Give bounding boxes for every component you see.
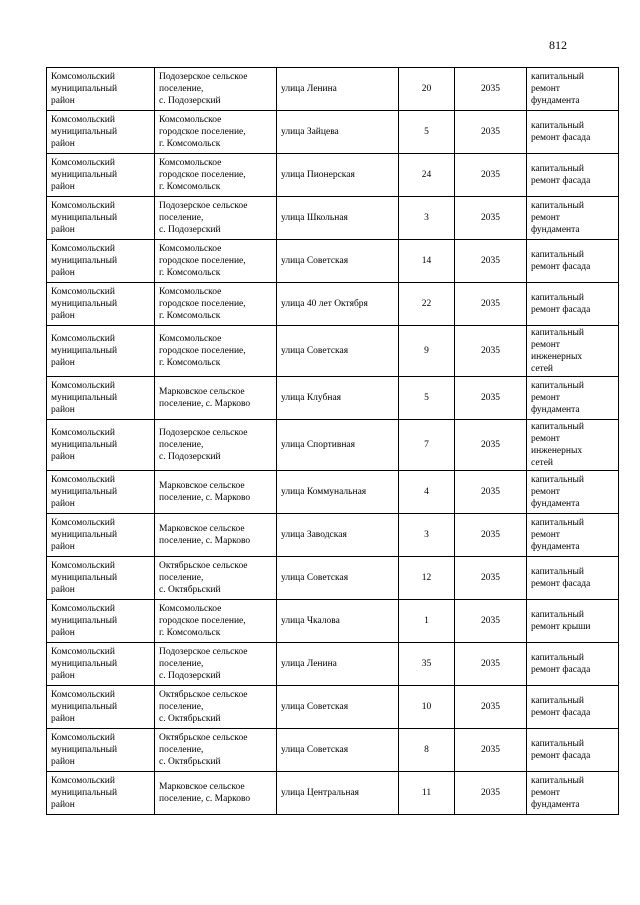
house-number-cell xyxy=(399,111,455,154)
settlement-cell xyxy=(155,471,277,514)
year-cell-text: 2035 xyxy=(481,659,500,669)
year-cell-text: 2035 xyxy=(481,788,500,798)
year-cell-text: 2035 xyxy=(481,745,500,755)
house-number-cell xyxy=(399,240,455,283)
settlement-cell-text: Комсомольское городское поселение, г. Комсомольск xyxy=(159,115,246,149)
work-type-cell-text: капитальный ремонт фасада xyxy=(531,653,591,675)
house-number-cell-text: 24 xyxy=(421,170,432,180)
settlement-cell-text: Комсомольское городское поселение, г. Комсомольск xyxy=(159,244,246,278)
house-number-cell xyxy=(399,420,455,471)
house-number-cell-text: 11 xyxy=(421,788,432,798)
street-cell xyxy=(277,154,399,197)
settlement-cell-text: Подозерское сельское поселение, с. Подозерский xyxy=(159,428,248,462)
district-cell xyxy=(47,557,155,600)
year-cell-text: 2035 xyxy=(481,256,500,266)
table-row xyxy=(47,729,619,772)
settlement-cell xyxy=(155,240,277,283)
street-cell-text: улица Советская xyxy=(281,573,349,583)
district-cell xyxy=(47,729,155,772)
street-cell-text: улица Зайцева xyxy=(281,127,339,137)
table-row xyxy=(47,111,619,154)
district-cell-text: Комсомольский муниципальный район xyxy=(51,334,118,368)
year-cell xyxy=(455,729,527,772)
district-cell-text: Комсомольский муниципальный район xyxy=(51,115,118,149)
district-cell-text: Комсомольский муниципальный район xyxy=(51,287,118,321)
street-cell-text: улица Советская xyxy=(281,256,349,266)
year-cell xyxy=(455,600,527,643)
table-row xyxy=(47,68,619,111)
street-cell xyxy=(277,772,399,815)
year-cell xyxy=(455,772,527,815)
year-cell xyxy=(455,240,527,283)
year-cell-text: 2035 xyxy=(481,346,500,356)
street-cell xyxy=(277,197,399,240)
house-number-cell xyxy=(399,197,455,240)
work-type-cell xyxy=(527,557,619,600)
table-row xyxy=(47,772,619,815)
street-cell xyxy=(277,68,399,111)
table-row xyxy=(47,154,619,197)
year-cell xyxy=(455,557,527,600)
house-number-cell-text: 14 xyxy=(421,256,432,266)
work-type-cell xyxy=(527,377,619,420)
street-cell-text: улица Ленина xyxy=(281,659,337,669)
house-number-cell xyxy=(399,557,455,600)
work-type-cell-text: капитальный ремонт фасада xyxy=(531,696,591,718)
year-cell xyxy=(455,514,527,557)
district-cell-text: Комсомольский муниципальный район xyxy=(51,381,118,415)
house-number-cell xyxy=(399,686,455,729)
table-row xyxy=(47,377,619,420)
street-cell-text: улица Спортивная xyxy=(281,440,356,450)
table-row xyxy=(47,240,619,283)
street-cell xyxy=(277,111,399,154)
work-type-cell-text: капитальный ремонт фундамента xyxy=(531,776,584,810)
district-cell-text: Комсомольский муниципальный район xyxy=(51,201,118,235)
work-type-cell xyxy=(527,326,619,377)
work-type-cell xyxy=(527,600,619,643)
district-cell xyxy=(47,197,155,240)
street-cell-text: улица Коммунальная xyxy=(281,487,367,497)
work-type-cell xyxy=(527,197,619,240)
house-number-cell xyxy=(399,600,455,643)
settlement-cell-text: Марковское сельское поселение, с. Марково xyxy=(159,387,251,409)
work-type-cell-text: капитальный ремонт фасада xyxy=(531,121,591,143)
year-cell xyxy=(455,154,527,197)
work-type-cell-text: капитальный ремонт фасада xyxy=(531,739,591,761)
work-type-cell xyxy=(527,471,619,514)
district-cell-text: Комсомольский муниципальный район xyxy=(51,647,118,681)
street-cell xyxy=(277,643,399,686)
year-cell-text: 2035 xyxy=(481,487,500,497)
settlement-cell-text: Октябрьское сельское поселение, с. Октябрьский xyxy=(159,561,248,595)
table-row xyxy=(47,643,619,686)
settlement-cell xyxy=(155,68,277,111)
settlement-cell-text: Комсомольское городское поселение, г. Комсомольск xyxy=(159,604,246,638)
house-number-cell-text: 5 xyxy=(424,393,429,403)
year-cell xyxy=(455,377,527,420)
house-number-cell xyxy=(399,514,455,557)
work-type-cell-text: капитальный ремонт инженерных сетей xyxy=(531,328,584,374)
house-number-cell xyxy=(399,643,455,686)
year-cell xyxy=(455,197,527,240)
settlement-cell-text: Комсомольское городское поселение, г. Комсомольск xyxy=(159,334,246,368)
work-type-cell xyxy=(527,240,619,283)
street-cell xyxy=(277,600,399,643)
table-body xyxy=(47,68,619,815)
district-cell-text: Комсомольский муниципальный район xyxy=(51,690,118,724)
street-cell-text: улица Советская xyxy=(281,745,349,755)
house-number-cell xyxy=(399,772,455,815)
year-cell-text: 2035 xyxy=(481,299,500,309)
work-type-cell-text: капитальный ремонт фасада xyxy=(531,250,591,272)
work-type-cell xyxy=(527,686,619,729)
year-cell xyxy=(455,68,527,111)
work-type-cell-text: капитальный ремонт фундамента xyxy=(531,518,584,552)
settlement-cell-text: Подозерское сельское поселение, с. Подозерский xyxy=(159,647,248,681)
work-type-cell-text: капитальный ремонт крыши xyxy=(531,610,591,632)
street-cell-text: улица Чкалова xyxy=(281,616,340,626)
street-cell xyxy=(277,283,399,326)
street-cell-text: улица Центральная xyxy=(281,788,360,798)
district-cell xyxy=(47,326,155,377)
table-row xyxy=(47,600,619,643)
house-number-cell xyxy=(399,326,455,377)
district-cell xyxy=(47,240,155,283)
district-cell xyxy=(47,772,155,815)
work-type-cell-text: капитальный ремонт инженерных сетей xyxy=(531,422,584,468)
year-cell-text: 2035 xyxy=(481,213,500,223)
year-cell xyxy=(455,471,527,514)
work-type-cell xyxy=(527,283,619,326)
settlement-cell xyxy=(155,557,277,600)
street-cell-text: улица Школьная xyxy=(281,213,348,223)
district-cell xyxy=(47,471,155,514)
house-number-cell-text: 20 xyxy=(421,84,432,94)
street-cell xyxy=(277,557,399,600)
district-cell xyxy=(47,420,155,471)
street-cell-text: улица 40 лет Октября xyxy=(281,299,368,309)
street-cell-text: улица Советская xyxy=(281,702,349,712)
year-cell-text: 2035 xyxy=(481,616,500,626)
street-cell xyxy=(277,326,399,377)
work-type-cell xyxy=(527,68,619,111)
table-row xyxy=(47,686,619,729)
settlement-cell xyxy=(155,729,277,772)
district-cell xyxy=(47,68,155,111)
house-number-cell-text: 3 xyxy=(424,213,429,223)
settlement-cell-text: Марковское сельское поселение, с. Марково xyxy=(159,524,251,546)
settlement-cell-text: Марковское сельское поселение, с. Марково xyxy=(159,782,251,804)
year-cell-text: 2035 xyxy=(481,530,500,540)
settlement-cell-text: Октябрьское сельское поселение, с. Октябрьский xyxy=(159,733,248,767)
street-cell xyxy=(277,240,399,283)
year-cell-text: 2035 xyxy=(481,393,500,403)
district-cell-text: Комсомольский муниципальный район xyxy=(51,561,118,595)
table-row xyxy=(47,420,619,471)
street-cell xyxy=(277,514,399,557)
district-cell-text: Комсомольский муниципальный район xyxy=(51,518,118,552)
district-cell-text: Комсомольский муниципальный район xyxy=(51,776,118,810)
house-number-cell xyxy=(399,68,455,111)
settlement-cell xyxy=(155,686,277,729)
year-cell-text: 2035 xyxy=(481,84,500,94)
house-number-cell-text: 10 xyxy=(421,702,432,712)
house-number-cell-text: 3 xyxy=(424,530,429,540)
street-cell-text: улица Клубная xyxy=(281,393,342,403)
work-type-cell xyxy=(527,643,619,686)
settlement-cell xyxy=(155,154,277,197)
settlement-cell-text: Марковское сельское поселение, с. Марково xyxy=(159,481,251,503)
district-cell xyxy=(47,283,155,326)
work-type-cell-text: капитальный ремонт фасада xyxy=(531,567,591,589)
work-type-cell-text: капитальный ремонт фундамента xyxy=(531,201,584,235)
street-cell xyxy=(277,686,399,729)
district-cell xyxy=(47,377,155,420)
district-cell xyxy=(47,600,155,643)
house-number-cell xyxy=(399,283,455,326)
settlement-cell xyxy=(155,643,277,686)
district-cell xyxy=(47,111,155,154)
district-cell-text: Комсомольский муниципальный район xyxy=(51,604,118,638)
settlement-cell-text: Комсомольское городское поселение, г. Комсомольск xyxy=(159,287,246,321)
street-cell-text: улица Заводская xyxy=(281,530,347,540)
district-cell xyxy=(47,154,155,197)
work-type-cell-text: капитальный ремонт фундамента xyxy=(531,72,584,106)
street-cell xyxy=(277,471,399,514)
district-cell-text: Комсомольский муниципальный район xyxy=(51,475,118,509)
work-type-cell xyxy=(527,772,619,815)
district-cell-text: Комсомольский муниципальный район xyxy=(51,244,118,278)
house-number-cell-text: 9 xyxy=(424,346,429,356)
house-number-cell xyxy=(399,729,455,772)
house-number-cell-text: 35 xyxy=(421,659,432,669)
street-cell xyxy=(277,420,399,471)
settlement-cell-text: Подозерское сельское поселение, с. Подозерский xyxy=(159,72,248,106)
street-cell xyxy=(277,377,399,420)
district-cell-text: Комсомольский муниципальный район xyxy=(51,72,118,106)
page-number: 812 xyxy=(549,38,567,52)
work-type-cell xyxy=(527,154,619,197)
year-cell-text: 2035 xyxy=(481,702,500,712)
table-row xyxy=(47,197,619,240)
work-type-cell-text: капитальный ремонт фундамента xyxy=(531,381,584,415)
settlement-cell xyxy=(155,111,277,154)
district-cell-text: Комсомольский муниципальный район xyxy=(51,733,118,767)
street-cell xyxy=(277,729,399,772)
table-row xyxy=(47,557,619,600)
settlement-cell xyxy=(155,283,277,326)
work-type-cell-text: капитальный ремонт фасада xyxy=(531,293,591,315)
table-row xyxy=(47,326,619,377)
work-type-cell xyxy=(527,111,619,154)
settlement-cell xyxy=(155,197,277,240)
year-cell xyxy=(455,686,527,729)
table-row xyxy=(47,283,619,326)
settlement-cell xyxy=(155,326,277,377)
work-type-cell xyxy=(527,420,619,471)
house-number-cell-text: 12 xyxy=(421,573,432,583)
settlement-cell xyxy=(155,514,277,557)
year-cell-text: 2035 xyxy=(481,440,500,450)
work-type-cell xyxy=(527,729,619,772)
district-cell xyxy=(47,514,155,557)
work-type-cell-text: капитальный ремонт фасада xyxy=(531,164,591,186)
settlement-cell-text: Комсомольское городское поселение, г. Комсомольск xyxy=(159,158,246,192)
settlement-cell xyxy=(155,377,277,420)
district-cell xyxy=(47,643,155,686)
house-number-cell-text: 8 xyxy=(424,745,429,755)
street-cell-text: улица Ленина xyxy=(281,84,337,94)
table-row xyxy=(47,471,619,514)
district-cell-text: Комсомольский муниципальный район xyxy=(51,158,118,192)
house-number-cell-text: 7 xyxy=(424,440,429,450)
year-cell-text: 2035 xyxy=(481,573,500,583)
settlement-cell xyxy=(155,600,277,643)
house-number-cell-text: 5 xyxy=(424,127,429,137)
district-cell xyxy=(47,686,155,729)
year-cell-text: 2035 xyxy=(481,127,500,137)
year-cell xyxy=(455,111,527,154)
house-number-cell-text: 1 xyxy=(424,616,429,626)
work-type-cell xyxy=(527,514,619,557)
house-number-cell-text: 4 xyxy=(424,487,429,497)
table-row xyxy=(47,514,619,557)
repair-schedule-table xyxy=(46,67,619,815)
year-cell xyxy=(455,420,527,471)
house-number-cell xyxy=(399,154,455,197)
settlement-cell xyxy=(155,772,277,815)
year-cell xyxy=(455,283,527,326)
year-cell xyxy=(455,643,527,686)
settlement-cell-text: Подозерское сельское поселение, с. Подозерский xyxy=(159,201,248,235)
work-type-cell-text: капитальный ремонт фундамента xyxy=(531,475,584,509)
year-cell xyxy=(455,326,527,377)
year-cell-text: 2035 xyxy=(481,170,500,180)
settlement-cell xyxy=(155,420,277,471)
settlement-cell-text: Октябрьское сельское поселение, с. Октябрьский xyxy=(159,690,248,724)
house-number-cell-text: 22 xyxy=(421,299,432,309)
district-cell-text: Комсомольский муниципальный район xyxy=(51,428,118,462)
house-number-cell xyxy=(399,471,455,514)
street-cell-text: улица Советская xyxy=(281,346,349,356)
street-cell-text: улица Пионерская xyxy=(281,170,355,180)
house-number-cell xyxy=(399,377,455,420)
